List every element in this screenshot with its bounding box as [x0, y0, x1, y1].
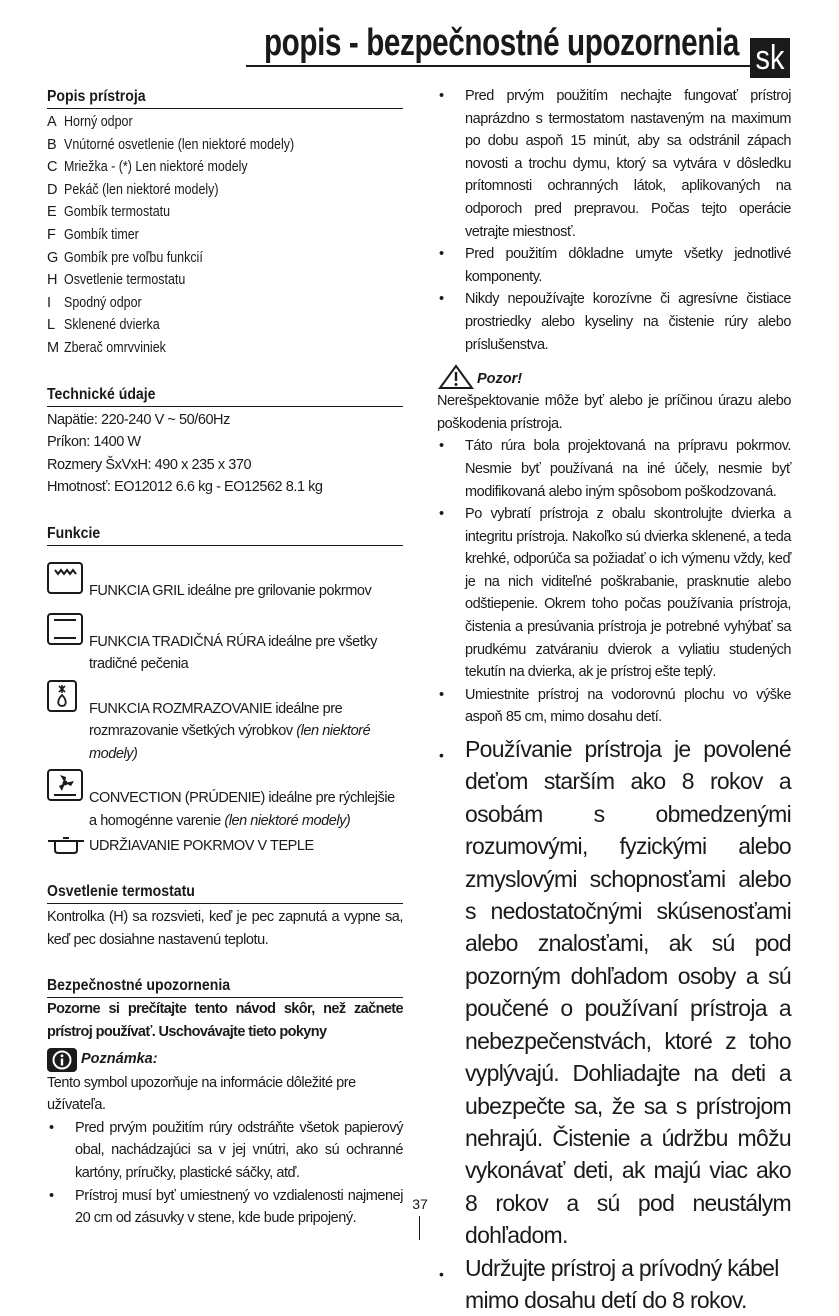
thermostat-text: Kontrolka (H) sa rozsvieti, keď je pec zapnutá a vypne sa, keď pec dosiahne nastavenú teplotu.	[47, 909, 403, 948]
list-item: • Udržujte prístroj a prívodný kábel mimo dosahu detí do 8 rokov.	[439, 1254, 779, 1313]
list-item: A Horný odpor	[47, 114, 133, 130]
function-note: (len niektoré modely)	[224, 813, 351, 830]
list-item: H Osvetlenie termostatu	[47, 272, 186, 289]
defrost-icon	[47, 680, 77, 712]
warning-icon	[437, 364, 475, 390]
list-item: • Nikdy nepoužívajte korozívne či agresívne čistiace prostriedky alebo kyseliny na čistenie rúry alebo príslušenstva.	[439, 291, 791, 353]
left-column	[47, 86, 403, 1230]
function-text: FUNKCIA GRIL ideálne pre grilovanie pokrmov	[89, 582, 372, 599]
thermostat-title: Osvetlenie termostatu	[47, 881, 403, 904]
grill-icon	[47, 562, 83, 594]
function-text: UDRŽIAVANIE POKRMOV V TEPLE	[89, 837, 314, 854]
warning-label: Pozor!	[477, 370, 523, 387]
list-item: E Gombík termostatu	[47, 204, 171, 221]
list-item: • Umiestnite prístroj na vodorovnú plochu vo výške aspoň 85 cm, mimo dosahu detí.	[439, 686, 791, 726]
note-label: Poznámka:	[81, 1051, 158, 1068]
safety-title: Bezpečnostné upozornenia	[47, 977, 231, 995]
function-item	[47, 613, 403, 676]
list-item: • Pred použitím dôkladne umyte všetky jednotlivé komponenty.	[439, 246, 791, 285]
tech-line: Rozmery ŠxVxH: 490 x 235 x 370	[47, 456, 252, 473]
function-item	[47, 562, 403, 603]
language-badge: sk	[750, 38, 790, 78]
page-title: popis - bezpečnostné upozornenia	[264, 22, 739, 64]
list-item: • Pred prvým použitím nechajte fungovať prístroj naprázdno s termostatom nastaveným na maximum po dobu aspoň 15 minút, aby sa odstránil zápach novosti a trochu dymu, ktorý sa vytvára v dôsledku prítomnosti ochranných látok, aplikovaných na odporoch pred prepravou. Počas tejto operácie vetrajte miestnosť.	[439, 88, 791, 240]
tech-line: Hmotnosť: EO12012 6.6 kg - EO12562 8.1 kg	[47, 479, 323, 496]
list-item: • Táto rúra bola projektovaná na prípravu pokrmov. Nesmie byť používaná na iné účely, nesmie byť modifikovaná alebo iným spôsobom poškodzovaná.	[439, 438, 791, 500]
list-item: • Používanie prístroja je povolené deťom starším ako 8 rokov a osobám s obmedzenými rozumovými, fyzickými alebo zmyslovými schopnosťami alebo s nedostatočnými skúsenosťami alebo znalosťami, ak sú pod pozorným dohľadom osoby a sú poučené o používaní prístroja a nebezpečenstvách, ktoré z toho vyplývajú. Dohliadajte na deti a ubezpečte sa, že sa s prístrojom nehrajú. Čistenie a údržbu môžu vykonávať deti, ak majú viac ako 8 rokov a sú pod neustálym dohľadom.	[439, 736, 791, 1249]
keep-warm-icon	[47, 836, 85, 856]
function-item	[47, 769, 403, 832]
parts-title: Popis prístroja	[47, 86, 403, 109]
list-item: • Pred prvým použitím rúry odstráňte všetok papierový obal, nachádzajúci sa v jej vnútri, ako sú ochranné kartóny, príručky, plastické sáčky, atď.	[49, 1119, 403, 1181]
list-item: D Pekáč (len niektoré modely)	[47, 181, 219, 198]
right-column	[437, 85, 791, 1316]
tech-line: Príkon: 1400 W	[47, 434, 141, 451]
function-text: FUNKCIA TRADIČNÁ RÚRA ideálne pre všetky tradičné pečenia	[89, 633, 377, 673]
function-text: CONVECTION (PRÚDENIE) ideálne pre rýchlejšie a homogénne varenie (len niektoré modely)	[89, 790, 395, 830]
note-heading	[47, 1048, 403, 1072]
list-item: C Mriežka - (*) Len niektoré modely	[47, 159, 248, 176]
list-item: B Vnútorné osvetlenie (len niektoré modely)	[47, 136, 295, 153]
function-item	[47, 680, 403, 766]
note-text: Tento symbol upozorňuje na informácie dôležité pre užívateľa.	[47, 1074, 356, 1114]
tech-title: Technické údaje	[47, 384, 403, 407]
list-item: I Spodný odpor	[47, 294, 142, 311]
list-item: L Sklenené dvierka	[47, 317, 160, 334]
warning-text: Nerešpektovanie môže byť alebo je príčinou úrazu alebo poškodenia prístroja.	[437, 393, 791, 432]
tech-line: Napätie: 220-240 V ~ 50/60Hz	[47, 411, 230, 428]
info-icon	[47, 1048, 77, 1072]
list-item: M Zberač omrvviniek	[47, 339, 166, 356]
list-item: • Prístroj musí byť umiestnený vo vzdialenosti najmenej 20 cm od zásuvky v stene, kde bude pripojený.	[49, 1187, 403, 1227]
list-item: F Gombík timer	[47, 226, 139, 243]
safety-intro: Pozorne si prečítajte tento návod skôr, než začnete prístroj používať. Uschovávajte tieto pokyny	[47, 997, 403, 1043]
fan-icon	[47, 769, 83, 801]
function-item	[47, 835, 403, 858]
funkcie-title: Funkcie	[47, 523, 403, 546]
parts-list	[47, 111, 403, 360]
header-rule	[246, 65, 754, 67]
list-item: G Gombík pre voľbu funkcií	[47, 249, 203, 266]
function-note: (len niektoré modely)	[89, 723, 371, 762]
page-number: 37	[412, 1196, 428, 1212]
traditional-oven-icon	[47, 613, 83, 645]
list-item: • Po vybratí prístroja z obalu skontrolujte dvierka a integritu prístroja. Nakoľko sú dvierka sklenené, a teda krehké, odporúča sa požiadať o ich výmenu vždy, keď je na nich viditeľné poškrabanie, prasknutie alebo odštiepenie. Okrem toho počas používania prístroja, čistenia a presúvania prístroja je potrebné vyhýbať sa prudkému zatváraniu dvierok a vyliatiu studených tekutín na dvierka, ak je prístroj ešte teplý.	[439, 506, 791, 681]
page-tick	[419, 1216, 420, 1240]
warning-heading	[437, 364, 791, 390]
function-text: FUNKCIA ROZMRAZOVANIE ideálne pre rozmrazovanie všetkých výrobkov (len niektoré modely)	[89, 700, 371, 762]
